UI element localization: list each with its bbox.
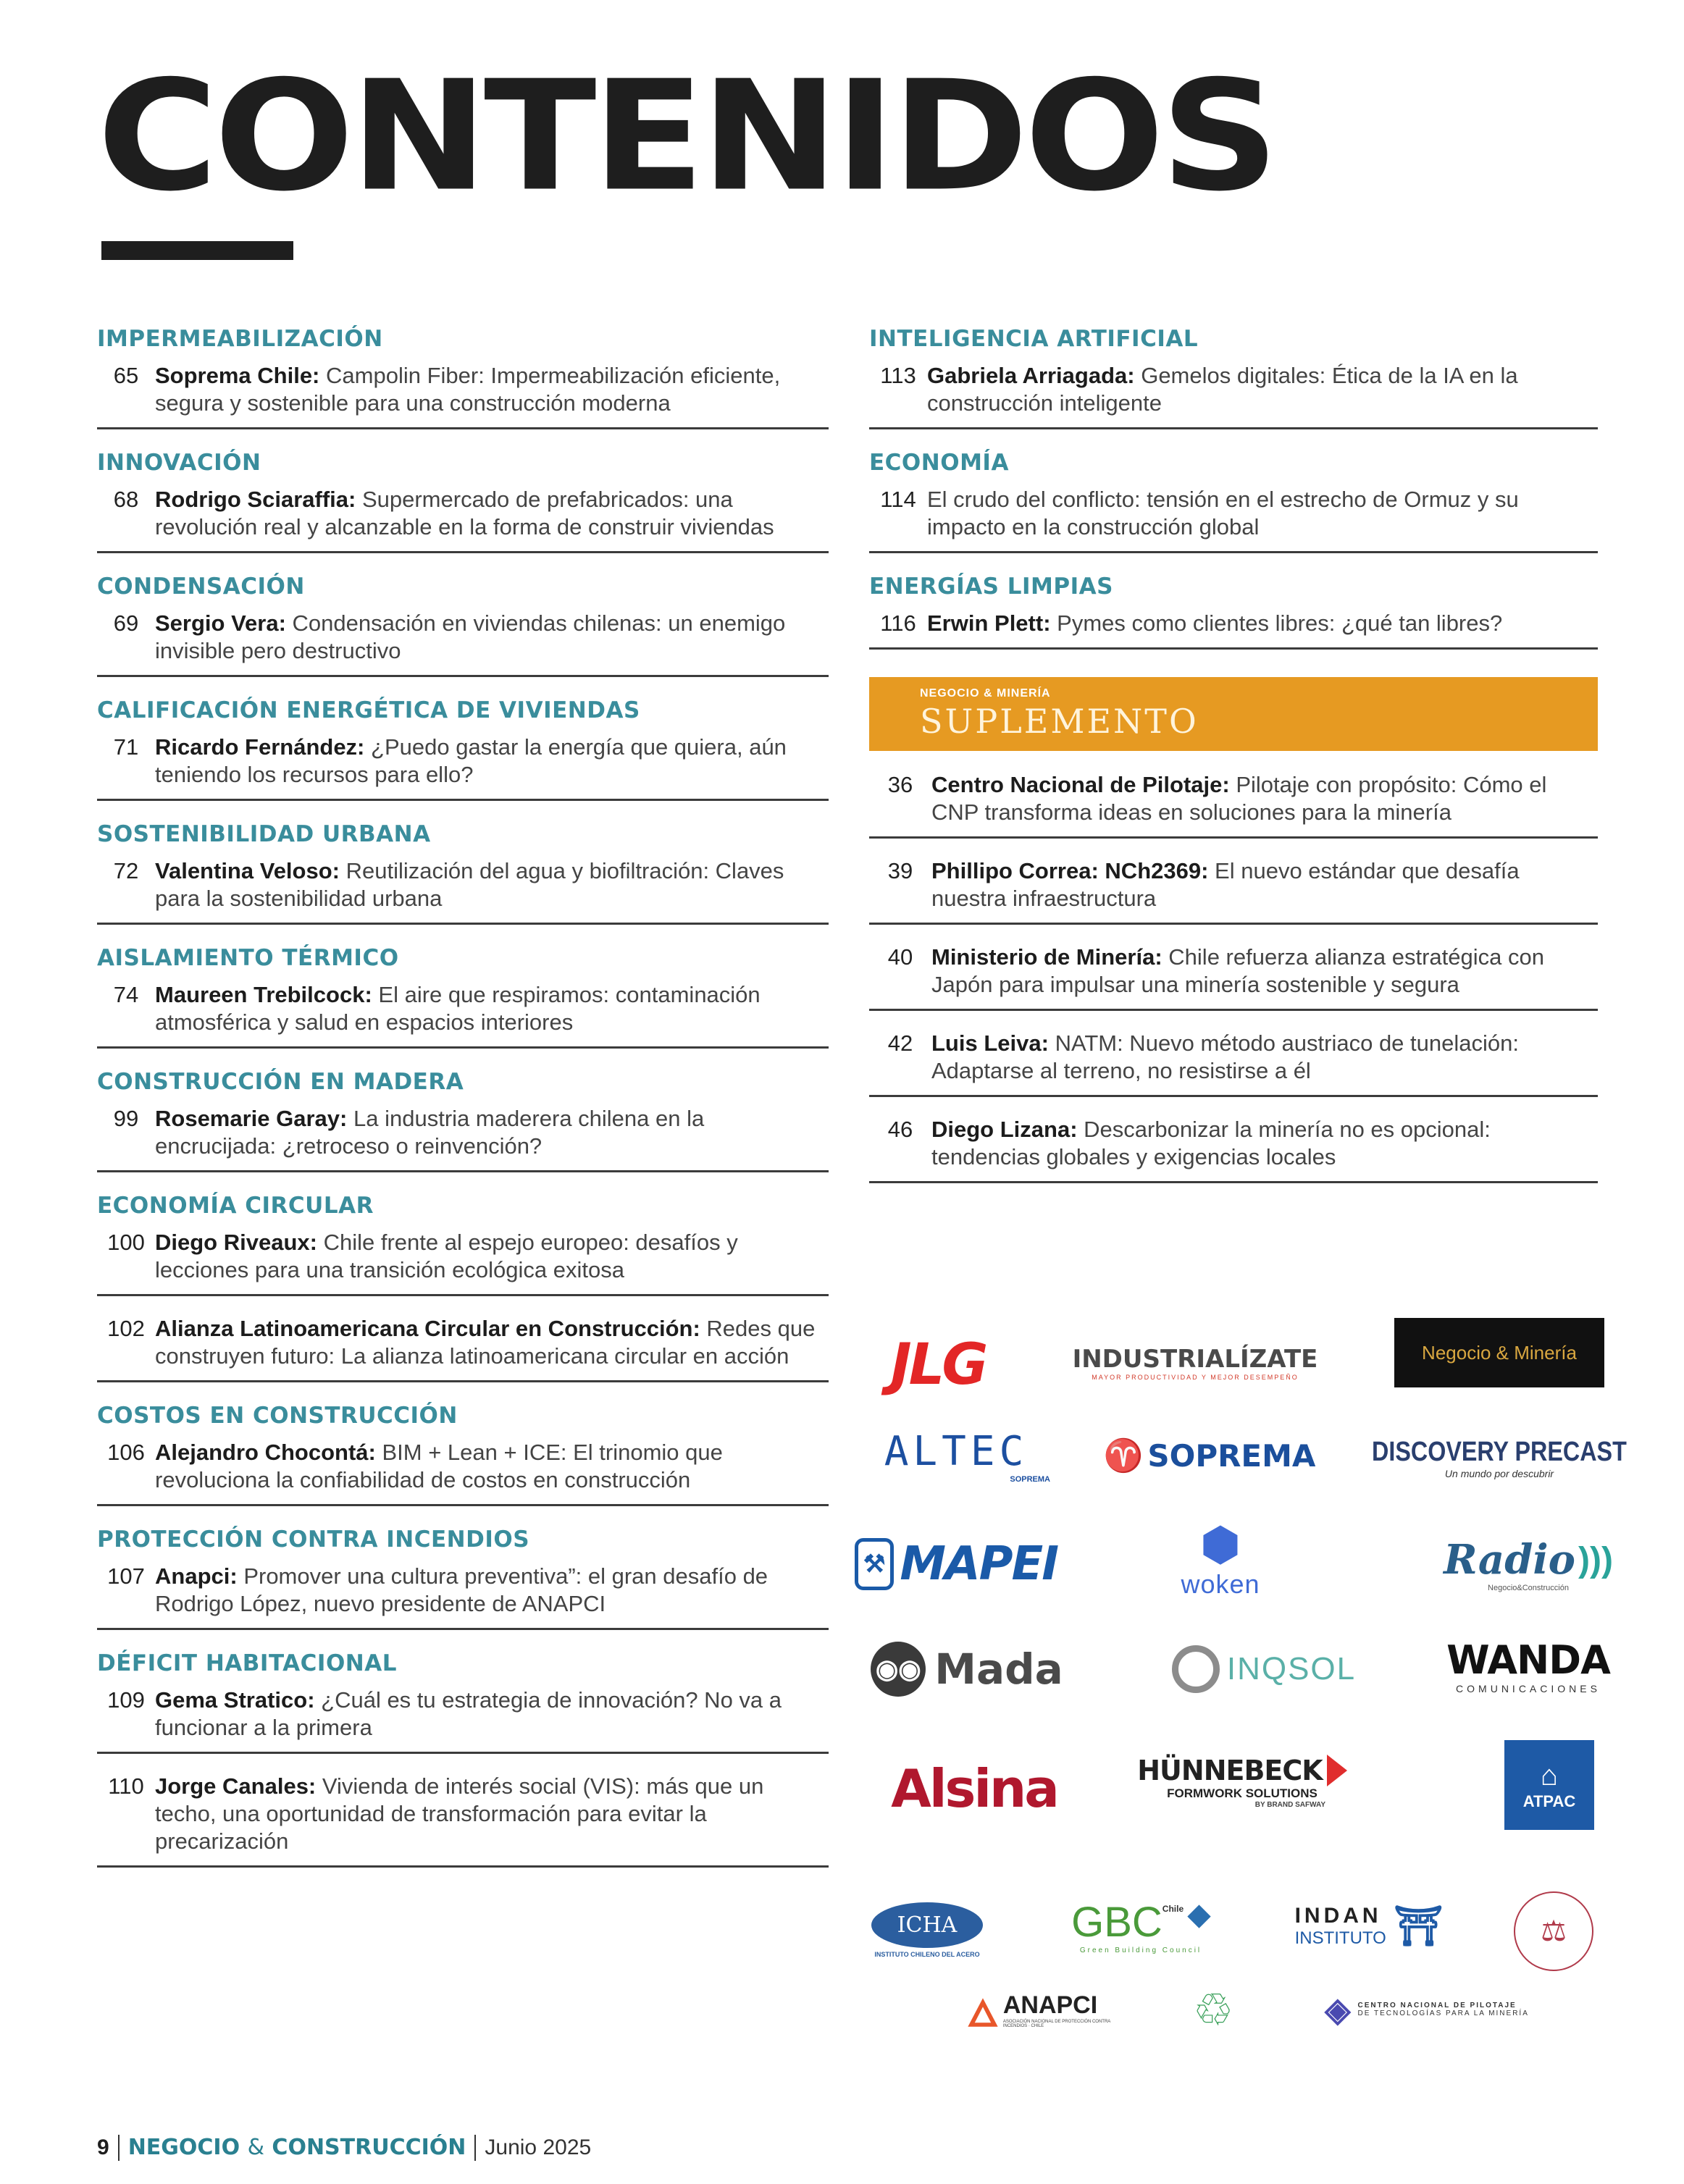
page-number: 110: [108, 1773, 144, 1799]
mapei-emblem-icon: ⚒: [855, 1538, 894, 1590]
section-heading: CONSTRUCCIÓN EN MADERA: [97, 1069, 464, 1095]
toc-entry[interactable]: [97, 1687, 829, 1754]
sociedad-chilena-seal-icon: ⚖: [1514, 1891, 1593, 1971]
entry-text: [927, 362, 1598, 417]
page-number: 42: [887, 1030, 913, 1056]
page-number: 100: [107, 1230, 145, 1255]
jlg-logo: JLG: [890, 1332, 986, 1398]
right-column: [869, 324, 1598, 1202]
page-number: 71: [113, 734, 139, 760]
page-footer: [97, 2133, 591, 2162]
section-heading: PROTECCIÓN CONTRA INCENDIOS: [97, 1526, 530, 1553]
entry-author: Diego Riveaux:: [155, 1230, 317, 1255]
page-number: 69: [113, 610, 139, 636]
flame-icon: 🜂: [967, 1993, 999, 2034]
supplement-entry[interactable]: [869, 944, 1598, 1011]
gbc-diamond-icon: ◆: [1188, 1899, 1210, 1931]
entry-text: [155, 362, 829, 417]
entry-title: Supermercado de prefabricados: una revolución real y alcanzable en la forma de construir viviendas: [155, 487, 774, 539]
toc-entry[interactable]: [97, 1773, 829, 1868]
inqsol-q-icon: [1172, 1645, 1220, 1693]
page-number: 40: [887, 944, 913, 970]
entry-title: ¿Puedo gastar la energía que quiera, aún teniendo los recursos para ello?: [155, 734, 787, 787]
page-number: 102: [107, 1316, 145, 1341]
page-number: 107: [107, 1563, 145, 1589]
ram-icon: ♈: [1103, 1438, 1144, 1474]
entry-text: [155, 734, 829, 789]
gbc-chile-logo: GBC Chile ◆ Green Building Council: [1071, 1899, 1210, 1954]
altec-logo: ALTEC SOPREMA: [884, 1427, 1050, 1484]
entry-author: Erwin Plett:: [927, 610, 1051, 636]
section-heading: COSTOS EN CONSTRUCCIÓN: [97, 1403, 458, 1429]
entry-text: [931, 857, 1598, 912]
entry-author: Gema Stratico:: [155, 1687, 315, 1713]
supplement-entry[interactable]: [869, 1116, 1598, 1183]
footer-magazine-name: NEGOCIO & CONSTRUCCIÓN: [127, 2135, 466, 2160]
cnp-logo: ◈ CENTRO NACIONAL DE PILOTAJE DE TECNOLOGÍAS PARA LA MINERÍA: [1325, 1991, 1529, 2028]
owl-icon: ◉◉: [871, 1642, 926, 1697]
page-number: 106: [107, 1440, 145, 1465]
entry-title: El aire que respiramos: contaminación atmosférica y salud en espacios interiores: [155, 982, 761, 1035]
page-number: 109: [107, 1687, 145, 1713]
entry-title: La industria maderera chilena en la encrucijada: ¿retroceso o reinvención?: [155, 1106, 705, 1159]
section-heading: INTELIGENCIA ARTIFICIAL: [869, 326, 1199, 352]
page-title: CONTENIDOS: [97, 47, 1275, 225]
entry-author: Anapci:: [155, 1563, 238, 1589]
toc-entry[interactable]: [97, 1315, 829, 1382]
woken-hexagon-icon: ⬢: [1200, 1520, 1241, 1570]
entry-text: [155, 857, 829, 912]
icha-logo: ICHA INSTITUTO CHILENO DEL ACERO: [855, 1890, 1000, 1970]
woken-logo: ⬢ woken: [1181, 1520, 1260, 1599]
section-heading: SOSTENIBILIDAD URBANA: [97, 821, 431, 847]
sponsor-logos: [855, 1318, 1627, 2036]
toc-entry[interactable]: [97, 857, 829, 925]
entry-title: Reutilización del agua y biofiltración: Claves para la sostenibilidad urbana: [155, 858, 784, 911]
section-heading: ECONOMÍA: [869, 450, 1009, 476]
entry-text: [931, 1030, 1598, 1085]
hunnebeck-arrow-icon: [1327, 1755, 1347, 1786]
page-number: 74: [113, 982, 139, 1007]
page-number: 36: [887, 772, 913, 797]
anapci-logo: 🜂 ANAPCI ASOCIACIÓN NACIONAL DE PROTECCIÓN CONTRA INCENDIOS · CHILE: [956, 1981, 1123, 2038]
page-number: 68: [113, 487, 139, 512]
supplement-title: SUPLEMENTO: [920, 702, 1199, 741]
entry-text: [155, 1563, 829, 1618]
indan-logo: INDAN INSTITUTO ⛩: [1294, 1904, 1444, 1948]
entry-title: Pymes como clientes libres: ¿qué tan libres?: [1057, 610, 1503, 636]
entry-text: [155, 981, 829, 1036]
toc-entry[interactable]: [97, 981, 829, 1049]
supplement-entry[interactable]: [869, 771, 1598, 839]
section-heading: IMPERMEABILIZACIÓN: [97, 326, 383, 352]
entry-author: Centro Nacional de Pilotaje:: [931, 772, 1230, 797]
entry-text: [155, 486, 829, 541]
entry-author: Maureen Trebilcock:: [155, 982, 372, 1007]
supplement-entry[interactable]: [869, 857, 1598, 925]
hunnebeck-logo: HÜNNEBECK FORMWORK SOLUTIONS BY BRAND SAFWAY: [1123, 1742, 1362, 1821]
section-heading: ENERGÍAS LIMPIAS: [869, 574, 1113, 600]
atpac-logo: ⌂ ATPAC: [1504, 1740, 1594, 1830]
mapei-logo: ⚒ MAPEI: [855, 1528, 1057, 1600]
entry-title: Condensación en viviendas chilenas: un enemigo invisible pero destructivo: [155, 610, 786, 663]
entry-title: Campolin Fiber: Impermeabilización eficiente, segura y sostenible para una construcción moderna: [155, 363, 781, 416]
entry-text: [155, 1687, 829, 1742]
entry-title: BIM + Lean + ICE: El trinomio que revoluciona la confiabilidad de costos en construcción: [155, 1440, 723, 1492]
alsina-logo: Alsina: [891, 1758, 1057, 1819]
entry-text: [155, 610, 829, 665]
discovery-precast-logo: DISCOVERY PRECAST Un mundo por descubrir: [1372, 1436, 1627, 1479]
entry-title: Chile frente al espejo europeo: desafíos y lecciones para una transición ecológica exitosa: [155, 1230, 738, 1282]
page-number: 72: [113, 858, 139, 883]
entry-author: Alejandro Chocontá:: [155, 1440, 376, 1465]
negocio-mineria-logo: Negocio & Minería: [1394, 1318, 1604, 1387]
entry-title: El crudo del conflicto: tensión en el estrecho de Ormuz y su impacto en la construcción global: [927, 487, 1519, 539]
toc-entry[interactable]: [97, 486, 829, 553]
page-number: 114: [880, 487, 916, 512]
toc-entry[interactable]: [97, 1563, 829, 1630]
toc-entry[interactable]: [97, 1439, 829, 1506]
entry-text: [155, 1105, 829, 1160]
indan-bridge-icon: ⛩: [1393, 1904, 1444, 1948]
entry-author: Jorge Canales:: [155, 1773, 317, 1799]
page-number: 113: [880, 363, 916, 388]
entry-author: Diego Lizana:: [931, 1117, 1078, 1142]
page-number: 39: [887, 858, 913, 883]
entry-text: [927, 610, 1598, 637]
wanda-logo: WANDA COMUNICACIONES: [1446, 1637, 1610, 1694]
section-heading: CALIFICACIÓN ENERGÉTICA DE VIVIENDAS: [97, 697, 640, 723]
entry-author: Gabriela Arriagada:: [927, 363, 1135, 388]
page-number: 116: [880, 610, 916, 636]
entry-author: Ricardo Fernández:: [155, 734, 365, 760]
entry-text: [927, 486, 1598, 541]
page-number: 46: [887, 1117, 913, 1142]
entry-author: Luis Leiva:: [931, 1030, 1049, 1056]
supplement-kicker: NEGOCIO & MINERÍA: [920, 687, 1051, 700]
entry-title: Gemelos digitales: Ética de la IA en la construcción inteligente: [927, 363, 1518, 416]
entry-title: NATM: Nuevo método austriaco de tunelación: Adaptarse al terreno, no resistirse a él: [931, 1030, 1519, 1083]
page-number: 99: [113, 1106, 139, 1131]
entry-author: Rodrigo Sciaraffia:: [155, 487, 356, 512]
entry-text: [931, 771, 1598, 826]
entry-author: Alianza Latinoamericana Circular en Construcción:: [155, 1316, 700, 1341]
green-building-icon: ♲: [1193, 1985, 1233, 2036]
entry-text: [931, 944, 1598, 999]
left-column: [97, 324, 829, 1886]
footer-date: Junio 2025: [485, 2135, 592, 2159]
toc-entry[interactable]: [97, 362, 829, 429]
section-heading: INNOVACIÓN: [97, 450, 261, 476]
atpac-emblem-icon: ⌂: [1540, 1760, 1559, 1792]
toc-entry[interactable]: [869, 610, 1598, 650]
entry-title: Chile refuerza alianza estratégica con Japón para impulsar una minería sostenible y segura: [931, 944, 1544, 997]
entry-text: [155, 1773, 829, 1855]
section-heading: AISLAMIENTO TÉRMICO: [97, 945, 399, 971]
footer-divider: [474, 2135, 476, 2161]
entry-title: Redes que construyen futuro: La alianza latinoamericana circular en acción: [155, 1316, 816, 1369]
supplement-entry[interactable]: [869, 1030, 1598, 1097]
toc-entry[interactable]: [97, 1229, 829, 1296]
toc-entry[interactable]: [869, 362, 1598, 429]
toc-entry[interactable]: [97, 1105, 829, 1172]
supplement-banner: [869, 677, 1598, 751]
entry-title: Promover una cultura preventiva”: el gran desafío de Rodrigo López, nuevo presidente de ANAPCI: [155, 1563, 768, 1616]
cnp-emblem-icon: ◈: [1325, 1991, 1351, 2028]
radio-logo: Radio ))) Negocio&Construcción: [1444, 1536, 1613, 1592]
toc-entry[interactable]: [97, 610, 829, 677]
entry-text: [155, 1229, 829, 1284]
section-heading: CONDENSACIÓN: [97, 574, 305, 600]
entry-author: Sergio Vera:: [155, 610, 286, 636]
mada-logo: ◉◉ Mada: [866, 1629, 1068, 1709]
entry-title: ¿Cuál es tu estrategia de innovación? No va a funcionar a la primera: [155, 1687, 782, 1740]
radio-waves-icon: ))): [1578, 1540, 1613, 1579]
entry-title: El nuevo estándar que desafía nuestra infraestructura: [931, 858, 1520, 911]
toc-entry[interactable]: [869, 486, 1598, 553]
soprema-logo: ♈ SOPREMA: [1103, 1437, 1316, 1474]
entry-author: Phillipo Correa: NCh2369:: [931, 858, 1209, 883]
entry-title: Vivienda de interés social (VIS): más que un techo, una oportunidad de transformación para evitar la precarización: [155, 1773, 764, 1854]
footer-divider: [118, 2135, 120, 2161]
inqsol-logo: INQSOL: [1159, 1629, 1369, 1709]
entry-author: Ministerio de Minería:: [931, 944, 1163, 970]
title-underline: [101, 241, 293, 260]
page-number: 65: [113, 363, 139, 388]
section-heading: DÉFICIT HABITACIONAL: [97, 1650, 397, 1676]
entry-title: Pilotaje con propósito: Cómo el CNP transforma ideas en soluciones para la minería: [931, 772, 1547, 825]
footer-page-number: 9: [97, 2135, 109, 2159]
industrializate-logo: INDUSTRIALÍZATE MAYOR PRODUCTIVIDAD Y MEJOR DESEMPEÑO: [1072, 1345, 1318, 1381]
entry-author: Valentina Veloso:: [155, 858, 340, 883]
entry-title: Descarbonizar la minería no es opcional: tendencias globales y exigencias locales: [931, 1117, 1491, 1169]
entry-text: [931, 1116, 1598, 1171]
entry-author: Soprema Chile:: [155, 363, 320, 388]
section-heading: ECONOMÍA CIRCULAR: [97, 1193, 374, 1219]
toc-entry[interactable]: [97, 734, 829, 801]
entry-text: [155, 1439, 829, 1494]
entry-author: Rosemarie Garay:: [155, 1106, 348, 1131]
entry-text: [155, 1315, 829, 1370]
